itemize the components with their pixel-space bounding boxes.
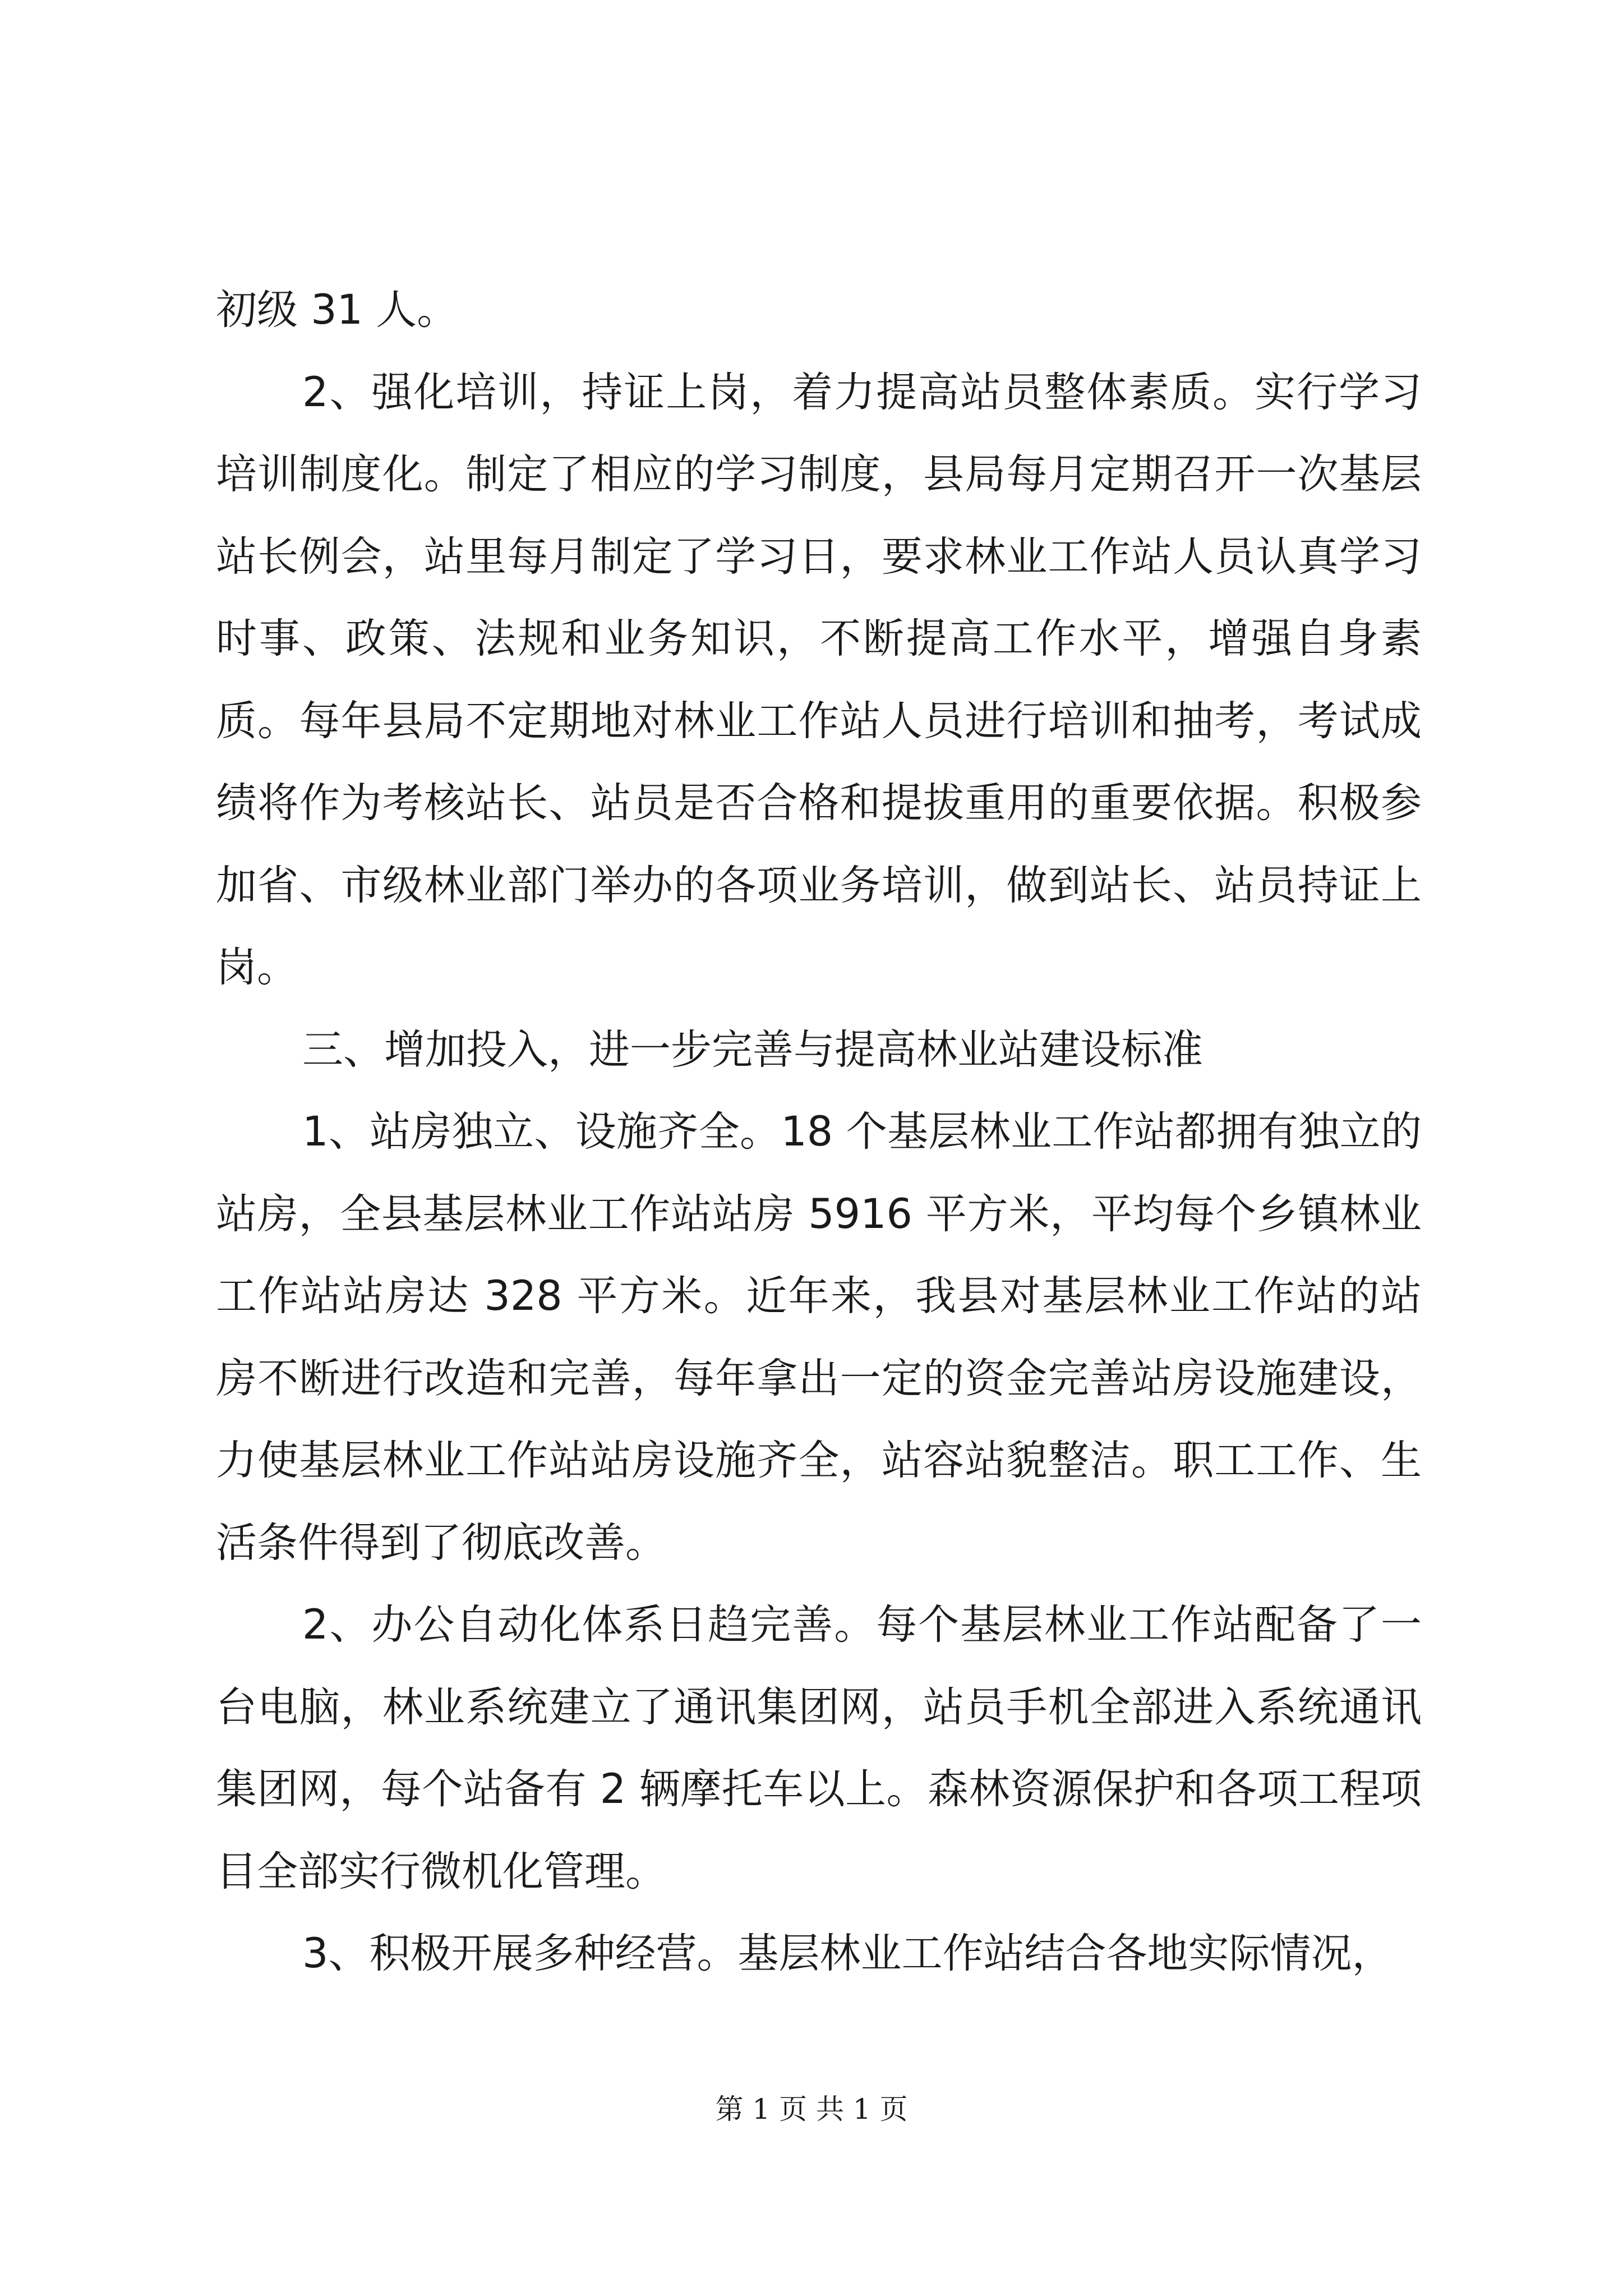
- paragraph-diversified-operations: 3、积极开展多种经营。基层林业工作站结合各地实际情况，: [302, 1930, 1393, 1977]
- paragraph-training: 2、强化培训，持证上岗，着力提高站员整体素质。实行学习培训制度化。制定了相应的学习制度，县局每月定期召开一次基层站长例会，站里每月制定了学习日，要求林业工作站人员认真学习时事、政策、法规和业务知识，不断提高工作水平，增强自身素质。每年县局不定期地对林业工作站人员进行培训和抽考，考试成绩将作为考核站长、站员是否合格和提拔重用的重要依据。积极参加省、市级林业部门举办的各项业务培训，做到站长、站员持证上岗。: [216, 368, 1422, 991]
- document-body: [216, 269, 1422, 1995]
- paragraph-office-automation: 2、办公自动化体系日趋完善。每个基层林业工作站配备了一台电脑，林业系统建立了通讯集团网，站员手机全部进入系统通讯集团网，每个站备有 2 辆摩托车以上。森林资源保护和各项工程项目全部实行微机化管理。: [216, 1601, 1422, 1895]
- section-heading-investment: 三、增加投入，进一步完善与提高林业站建设标准: [302, 1025, 1203, 1074]
- page-footer: 第 1 页 共 1 页: [715, 2093, 908, 2125]
- paragraph-station-housing: 1、站房独立、设施齐全。18 个基层林业工作站都拥有独立的站房，全县基层林业工作站站房 5916 平方米，平均每个乡镇林业工作站站房达 328 平方米。近年来，我县对基层林业工作站的站房不断进行改造和完善，每年拿出一定的资金完善站房设施建设，力使基层林业工作站站房设施齐全，站容站貌整洁。职工工作、生活条件得到了彻底改善。: [216, 1108, 1422, 1567]
- paragraph-continuation: 初级 31 人。: [216, 286, 458, 334]
